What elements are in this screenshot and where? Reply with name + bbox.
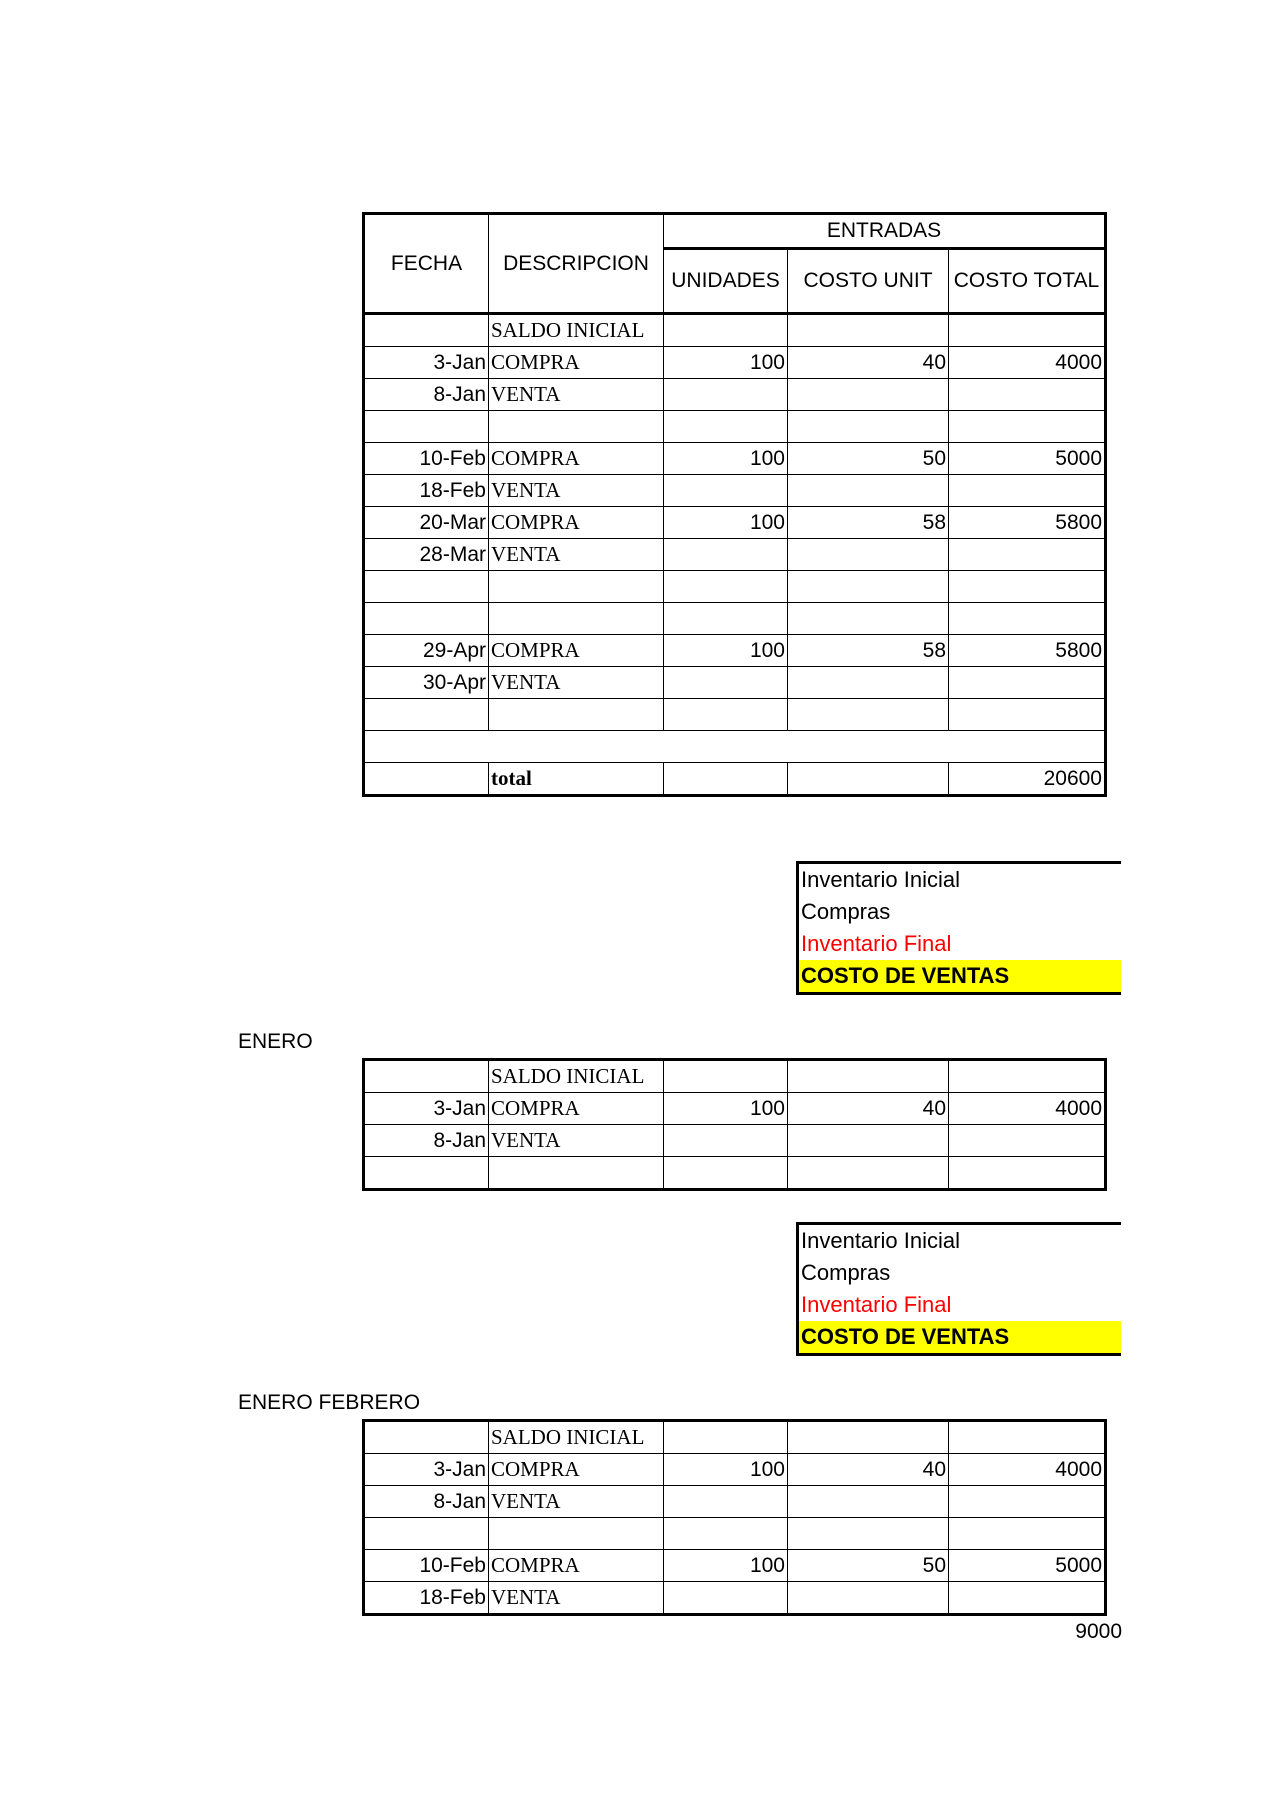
unidades-cell [664, 1060, 788, 1093]
fecha-cell: 8-Jan [364, 1125, 489, 1157]
fecha-cell [364, 1421, 489, 1454]
costo-de-ventas-label: COSTO DE VENTAS [799, 1321, 1121, 1353]
unidades-cell [664, 1518, 788, 1550]
costo-unit-cell [788, 603, 949, 635]
fecha-cell: 10-Feb [364, 443, 489, 475]
unidades-cell [664, 603, 788, 635]
costo-unit-cell [788, 1518, 949, 1550]
fecha-cell: 10-Feb [364, 1550, 489, 1582]
enero-febrero-label: ENERO FEBRERO [238, 1391, 421, 1414]
costo-total-cell: 5800 [949, 635, 1106, 667]
costo-total-cell [949, 603, 1106, 635]
descripcion-cell [489, 1157, 664, 1190]
unidades-cell [664, 1486, 788, 1518]
fecha-cell [364, 1060, 489, 1093]
fecha-cell: 8-Jan [364, 379, 489, 411]
total-value: 20600 [949, 763, 1106, 796]
fecha-cell: 30-Apr [364, 667, 489, 699]
unidades-cell [664, 1157, 788, 1190]
descripcion-cell: COMPRA [489, 1454, 664, 1486]
table-row [364, 635, 1106, 667]
descripcion-cell: COMPRA [489, 443, 664, 475]
table-row [364, 379, 1106, 411]
descripcion-cell [489, 603, 664, 635]
header-unidades: UNIDADES [664, 249, 788, 314]
costo-unit-cell: 40 [788, 1454, 949, 1486]
descripcion-cell: VENTA [489, 1125, 664, 1157]
costo-total-cell: 5800 [949, 507, 1106, 539]
table-row [364, 1550, 1106, 1582]
costo-total-cell [949, 539, 1106, 571]
table-row [364, 731, 1106, 763]
costo-unit-cell [788, 1486, 949, 1518]
descripcion-cell: COMPRA [489, 1093, 664, 1125]
header-entradas: ENTRADAS [664, 214, 1106, 249]
table-row [364, 1486, 1106, 1518]
costo-de-ventas-label: COSTO DE VENTAS [799, 960, 1121, 992]
fecha-cell: 28-Mar [364, 539, 489, 571]
costo-unit-cell [788, 475, 949, 507]
descripcion-cell: COMPRA [489, 1550, 664, 1582]
table-row [364, 539, 1106, 571]
table-row [364, 507, 1106, 539]
enero-table [362, 1058, 1107, 1191]
costo-unit-cell: 40 [788, 347, 949, 379]
costo-unit-cell [788, 379, 949, 411]
descripcion-cell: COMPRA [489, 347, 664, 379]
header-costo-unit: COSTO UNIT [788, 249, 949, 314]
total-row [364, 763, 1106, 796]
table-row [364, 571, 1106, 603]
enero-label: ENERO [238, 1030, 313, 1053]
descripcion-cell [489, 411, 664, 443]
costo-total-cell [949, 667, 1106, 699]
compras-label: Compras [801, 899, 891, 924]
table-row [364, 411, 1106, 443]
costo-total-cell: 4000 [949, 347, 1106, 379]
fecha-cell: 18-Feb [364, 1582, 489, 1615]
fecha-cell: 29-Apr [364, 635, 489, 667]
costo-unit-cell [788, 763, 949, 796]
descripcion-cell: SALDO INICIAL [489, 1060, 664, 1093]
costo-unit-cell: 50 [788, 1550, 949, 1582]
descripcion-cell: VENTA [489, 379, 664, 411]
costo-unit-cell [788, 699, 949, 731]
unidades-cell [664, 571, 788, 603]
fecha-cell: 3-Jan [364, 1093, 489, 1125]
table-row [364, 603, 1106, 635]
unidades-cell [664, 314, 788, 347]
fecha-cell [364, 1157, 489, 1190]
costo-unit-cell [788, 1125, 949, 1157]
fecha-cell [364, 571, 489, 603]
table-row [364, 1582, 1106, 1615]
unidades-cell [664, 475, 788, 507]
inventario-final-label: Inventario Final [801, 931, 952, 956]
table-row [364, 443, 1106, 475]
descripcion-cell: SALDO INICIAL [489, 314, 664, 347]
costo-total-cell: 4000 [949, 1454, 1106, 1486]
table-row [364, 1093, 1106, 1125]
unidades-cell [664, 1582, 788, 1615]
costo-total-cell [949, 1486, 1106, 1518]
inventario-final-label: Inventario Final [801, 1292, 952, 1317]
descripcion-cell [489, 1518, 664, 1550]
compras-label: Compras [801, 1260, 891, 1285]
costo-total-cell: 5000 [949, 1550, 1106, 1582]
costo-unit-cell: 40 [788, 1093, 949, 1125]
unidades-cell [664, 1421, 788, 1454]
costo-total-cell [949, 314, 1106, 347]
enero-febrero-total: 9000 [1075, 1620, 1122, 1643]
descripcion-cell [489, 571, 664, 603]
costo-unit-cell [788, 411, 949, 443]
costo-total-cell [949, 1125, 1106, 1157]
header-fecha: FECHA [364, 214, 489, 314]
cost-summary-box-enero [796, 1222, 1121, 1356]
costo-total-cell [949, 571, 1106, 603]
unidades-cell: 100 [664, 1093, 788, 1125]
table-row [364, 1454, 1106, 1486]
costo-unit-cell [788, 539, 949, 571]
costo-total-cell [949, 379, 1106, 411]
unidades-cell [664, 379, 788, 411]
fecha-cell [364, 699, 489, 731]
blank-cell [364, 731, 1106, 763]
unidades-cell: 100 [664, 507, 788, 539]
enero-febrero-table [362, 1419, 1107, 1616]
unidades-cell: 100 [664, 1550, 788, 1582]
header-costo-total: COSTO TOTAL [949, 249, 1106, 314]
descripcion-cell: VENTA [489, 1582, 664, 1615]
unidades-cell [664, 539, 788, 571]
costo-unit-cell: 50 [788, 443, 949, 475]
unidades-cell [664, 411, 788, 443]
fecha-cell: 20-Mar [364, 507, 489, 539]
costo-unit-cell [788, 571, 949, 603]
fecha-cell: 3-Jan [364, 1454, 489, 1486]
costo-total-cell: 4000 [949, 1093, 1106, 1125]
descripcion-cell: VENTA [489, 667, 664, 699]
unidades-cell: 100 [664, 347, 788, 379]
unidades-cell [664, 699, 788, 731]
descripcion-cell: VENTA [489, 1486, 664, 1518]
fecha-cell [364, 411, 489, 443]
descripcion-cell: COMPRA [489, 635, 664, 667]
inventario-inicial-label: Inventario Inicial [801, 867, 960, 892]
costo-total-cell [949, 1060, 1106, 1093]
table-row [364, 699, 1106, 731]
table-row [364, 1125, 1106, 1157]
costo-total-cell [949, 1582, 1106, 1615]
unidades-cell: 100 [664, 635, 788, 667]
costo-total-cell [949, 1518, 1106, 1550]
unidades-cell: 100 [664, 443, 788, 475]
descripcion-cell [489, 699, 664, 731]
table-row [364, 1518, 1106, 1550]
costo-unit-cell [788, 667, 949, 699]
costo-unit-cell: 58 [788, 507, 949, 539]
fecha-cell: 8-Jan [364, 1486, 489, 1518]
table-row [364, 314, 1106, 347]
inventario-inicial-label: Inventario Inicial [801, 1228, 960, 1253]
table-row [364, 1421, 1106, 1454]
costo-total-cell [949, 475, 1106, 507]
unidades-cell [664, 763, 788, 796]
costo-unit-cell [788, 1060, 949, 1093]
fecha-cell [364, 314, 489, 347]
table-row [364, 667, 1106, 699]
table-row [364, 1060, 1106, 1093]
table-row [364, 1157, 1106, 1190]
fecha-cell: 18-Feb [364, 475, 489, 507]
costo-unit-cell: 58 [788, 635, 949, 667]
fecha-cell: 3-Jan [364, 347, 489, 379]
fecha-cell [364, 1518, 489, 1550]
cost-summary-box [796, 861, 1121, 995]
unidades-cell [664, 1125, 788, 1157]
descripcion-cell: SALDO INICIAL [489, 1421, 664, 1454]
costo-unit-cell [788, 1582, 949, 1615]
costo-total-cell: 5000 [949, 443, 1106, 475]
unidades-cell: 100 [664, 1454, 788, 1486]
header-descripcion: DESCRIPCION [489, 214, 664, 314]
unidades-cell [664, 667, 788, 699]
costo-unit-cell [788, 314, 949, 347]
descripcion-cell: VENTA [489, 475, 664, 507]
costo-unit-cell [788, 1157, 949, 1190]
costo-total-cell [949, 411, 1106, 443]
costo-total-cell [949, 699, 1106, 731]
inventory-table [362, 212, 1107, 797]
fecha-cell [364, 763, 489, 796]
descripcion-cell: COMPRA [489, 507, 664, 539]
total-label: total [489, 763, 664, 796]
costo-total-cell [949, 1157, 1106, 1190]
fecha-cell [364, 603, 489, 635]
descripcion-cell: VENTA [489, 539, 664, 571]
costo-total-cell [949, 1421, 1106, 1454]
costo-unit-cell [788, 1421, 949, 1454]
table-row [364, 347, 1106, 379]
table-row [364, 475, 1106, 507]
